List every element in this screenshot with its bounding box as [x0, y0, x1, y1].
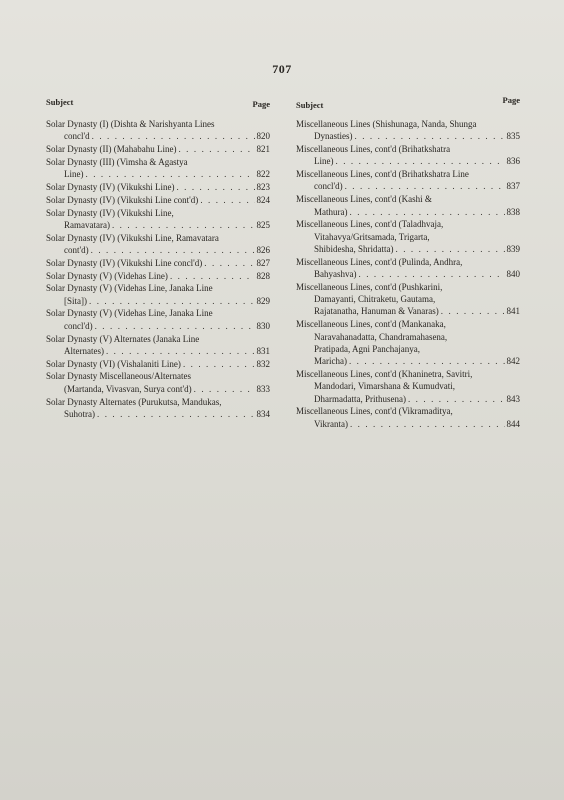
entry-title-line — [46, 370, 270, 382]
entry-text: Miscellaneous Lines, cont'd (Brihatkshatra — [296, 144, 451, 155]
entry-page-number: 840 — [506, 269, 520, 280]
entry-page-number: 838 — [506, 206, 520, 217]
leader-dots — [204, 257, 254, 269]
entry-text: Shibidesha, Shridatta) — [314, 243, 394, 254]
leader-dots — [336, 155, 505, 167]
leader-dots — [183, 358, 255, 370]
entry-text: concl'd) — [314, 181, 343, 192]
entry-text: Damayanti, Chitraketu, Gautama, — [314, 294, 436, 305]
entry-title-line — [296, 143, 520, 155]
entry-page-number: 821 — [256, 144, 270, 155]
entry-continuation-line — [296, 331, 520, 343]
entry-text: Vikranta) — [314, 418, 348, 429]
entry-text: Solar Dynasty (IV) (Vikukshi Line, — [46, 207, 174, 218]
entry-title-line — [46, 307, 270, 319]
leader-dots — [350, 206, 505, 218]
entry-continuation-line — [296, 343, 520, 355]
entry-text: Mathura) — [314, 206, 348, 217]
entry-text: Vitahavya/Gritsamada, Trigarta, — [314, 231, 430, 242]
entry-title-line — [46, 257, 270, 269]
entry-text: Miscellaneous Lines, cont'd (Khaninetra, Savitri, — [296, 368, 473, 379]
entry-text: Bahyashva) — [314, 269, 357, 280]
entry-page-number: 842 — [506, 356, 520, 367]
entry-title-line — [46, 156, 270, 168]
index-entry — [46, 270, 270, 282]
entry-continuation-line — [296, 418, 520, 430]
entry-text: Ramavatara) — [64, 219, 110, 230]
entry-text: Line) — [64, 169, 84, 180]
entry-continuation-line — [296, 355, 520, 367]
left-entry-list — [46, 118, 270, 420]
entry-continuation-line — [296, 206, 520, 218]
entry-text: Miscellaneous Lines, cont'd (Pushkarini, — [296, 281, 443, 292]
entry-text: Miscellaneous Lines, cont'd (Taladhvaja, — [296, 219, 444, 230]
entry-continuation-line — [296, 243, 520, 255]
entry-text: Dharmadatta, Prithusena) — [314, 393, 406, 404]
entry-text: Solar Dynasty (IV) (Vikukshi Line concl'd) — [46, 257, 203, 268]
entry-text: Solar Dynasty (II) (Mahabahu Line) — [46, 144, 177, 155]
entry-continuation-line — [296, 305, 520, 317]
subject-heading: Subject — [46, 97, 74, 107]
index-entry — [46, 181, 270, 193]
entry-page-number: 824 — [256, 194, 270, 205]
leader-dots — [359, 268, 505, 280]
entry-text: Solar Dynasty (III) (Vimsha & Agastya — [46, 156, 188, 167]
entry-continuation-line — [296, 268, 520, 280]
entry-title-line — [296, 318, 520, 330]
entry-text: Solar Dynasty (IV) (Vikukshi Line) — [46, 181, 175, 192]
leader-dots — [441, 305, 505, 317]
entry-title-line — [46, 282, 270, 294]
leader-dots — [92, 130, 255, 142]
entry-page-number: 839 — [506, 243, 520, 254]
index-entry — [46, 194, 270, 206]
entry-continuation-line — [46, 320, 270, 332]
entry-text: Mandodari, Vimarshana & Kumudvati, — [314, 381, 456, 392]
entry-continuation-line — [296, 130, 520, 142]
leader-dots — [112, 219, 255, 231]
entry-text: Solar Dynasty Alternates (Purukutsa, Mandukas, — [46, 396, 222, 407]
leader-dots — [86, 168, 255, 180]
leader-dots — [95, 320, 255, 332]
left-column-header — [46, 96, 270, 118]
entry-page-number: 827 — [256, 257, 270, 268]
entry-page-number: 828 — [256, 270, 270, 281]
index-entry — [296, 193, 520, 218]
entry-text: Miscellaneous Lines, cont'd (Pulinda, Andhra, — [296, 256, 463, 267]
entry-continuation-line — [296, 231, 520, 243]
entry-page-number: 833 — [256, 383, 270, 394]
entry-title-line — [296, 256, 520, 268]
index-entry — [46, 156, 270, 181]
entry-text: Dynasties) — [314, 131, 353, 142]
entry-text: Miscellaneous Lines, cont'd (Vikramaditya, — [296, 406, 453, 417]
entry-title-line — [296, 218, 520, 230]
entry-text: Line) — [314, 156, 334, 167]
index-entry — [296, 368, 520, 405]
entry-title-line — [46, 143, 270, 155]
entry-text: Alternates) — [64, 345, 104, 356]
entry-continuation-line — [46, 408, 270, 420]
entry-title-line — [296, 168, 520, 180]
index-entry — [46, 358, 270, 370]
entry-page-number: 832 — [256, 358, 270, 369]
entry-continuation-line — [46, 219, 270, 231]
right-column-header — [296, 96, 520, 118]
leader-dots — [176, 181, 254, 193]
entry-title-line — [296, 193, 520, 205]
entry-text: Solar Dynasty (VI) (Vishalaniti Line) — [46, 358, 181, 369]
entry-text: (Martanda, Vivasvan, Surya cont'd) — [64, 383, 192, 394]
entry-page-number: 843 — [506, 393, 520, 404]
entry-page-number: 820 — [256, 131, 270, 142]
entry-continuation-line — [46, 345, 270, 357]
entry-page-number: 822 — [256, 169, 270, 180]
entry-text: Solar Dynasty (IV) (Vikukshi Line, Ramavatara — [46, 232, 219, 243]
left-column — [46, 96, 270, 421]
leader-dots — [408, 393, 505, 405]
entry-page-number: 835 — [506, 131, 520, 142]
leader-dots — [106, 345, 255, 357]
entry-title-line — [46, 270, 270, 282]
entry-text: Pratipada, Agni Panchajanya, — [314, 343, 420, 354]
index-entry — [46, 207, 270, 232]
entry-continuation-line — [46, 295, 270, 307]
index-entry — [296, 318, 520, 367]
index-entry — [46, 370, 270, 395]
entry-title-line — [46, 181, 270, 193]
index-entry — [296, 405, 520, 430]
entry-text: Miscellaneous Lines, cont'd (Mankanaka, — [296, 319, 446, 330]
index-entry — [46, 282, 270, 307]
entry-text: Solar Dynasty (V) (Videhas Line) — [46, 270, 168, 281]
entry-continuation-line — [296, 393, 520, 405]
page-number: 707 — [272, 62, 292, 76]
entry-title-line — [46, 207, 270, 219]
index-entry — [296, 281, 520, 318]
entry-page-number: 834 — [256, 408, 270, 419]
entry-text: Miscellaneous Lines (Shishunaga, Nanda, Shunga — [296, 119, 477, 129]
index-entry — [46, 143, 270, 155]
entry-page-number: 825 — [256, 219, 270, 230]
entry-text: cont'd) — [64, 244, 89, 255]
entry-continuation-line — [296, 155, 520, 167]
entry-title-line — [296, 405, 520, 417]
entry-page-number: 829 — [256, 295, 270, 306]
index-entry — [46, 333, 270, 358]
entry-title-line — [46, 358, 270, 370]
entry-text: concl'd) — [64, 320, 93, 331]
leader-dots — [345, 180, 505, 192]
entry-title-line — [46, 396, 270, 408]
entry-text: Solar Dynasty (IV) (Vikukshi Line cont'd) — [46, 194, 199, 205]
entry-continuation-line — [46, 130, 270, 142]
entry-text: Maricha) — [314, 356, 347, 367]
entry-page-number: 826 — [256, 244, 270, 255]
leader-dots — [91, 244, 255, 256]
entry-page-number: 837 — [506, 181, 520, 192]
leader-dots — [349, 355, 505, 367]
entry-page-number: 836 — [506, 156, 520, 167]
entry-page-number: 831 — [256, 345, 270, 356]
entry-continuation-line — [296, 293, 520, 305]
entry-title-line — [296, 281, 520, 293]
entry-title-line — [46, 118, 270, 130]
index-entry — [46, 307, 270, 332]
entry-page-number: 841 — [506, 306, 520, 317]
right-entry-list — [296, 118, 520, 430]
entry-title-line — [46, 333, 270, 345]
leader-dots — [200, 194, 254, 206]
index-entry — [296, 256, 520, 281]
leader-dots — [89, 295, 255, 307]
entry-page-number: 844 — [506, 418, 520, 429]
leader-dots — [396, 243, 505, 255]
page-heading: Page — [252, 99, 270, 109]
entry-text: [Sita]) — [64, 295, 87, 306]
leader-dots — [170, 270, 255, 282]
entry-text: Solar Dynasty (V) (Videhas Line, Janaka Line — [46, 283, 213, 294]
entry-title-line — [46, 232, 270, 244]
index-entry — [296, 118, 520, 143]
leader-dots — [350, 418, 505, 430]
entry-text: Rajatanatha, Hanuman & Vanaras) — [314, 306, 439, 317]
entry-text: Miscellaneous Lines, cont'd (Brihatkshatra Line — [296, 169, 469, 180]
index-entry — [46, 232, 270, 257]
entry-continuation-line — [46, 383, 270, 395]
leader-dots — [355, 130, 505, 142]
right-column — [296, 96, 520, 430]
leader-dots — [97, 408, 255, 420]
entry-text: Miscellaneous Lines, cont'd (Kashi & — [296, 194, 432, 205]
entry-text: Solar Dynasty (I) (Dishta & Narishyanta Lines — [46, 119, 215, 129]
leader-dots — [194, 383, 255, 395]
entry-continuation-line — [46, 168, 270, 180]
entry-title-line — [296, 118, 520, 130]
entry-text: Solar Dynasty Miscellaneous/Alternates — [46, 371, 191, 382]
entry-continuation-line — [46, 244, 270, 256]
index-entry — [46, 396, 270, 421]
page-heading: Page — [502, 95, 520, 105]
entry-page-number: 830 — [256, 320, 270, 331]
entry-text: Naravahanadatta, Chandramahasena, — [314, 331, 448, 342]
index-entry — [46, 257, 270, 269]
entry-text: Solar Dynasty (V) Alternates (Janaka Line — [46, 333, 200, 344]
entry-text: concl'd — [64, 131, 90, 142]
index-entry — [296, 168, 520, 193]
index-entry — [296, 218, 520, 255]
entry-page-number: 823 — [256, 181, 270, 192]
index-entry — [46, 118, 270, 143]
entry-continuation-line — [296, 180, 520, 192]
index-entry — [296, 143, 520, 168]
leader-dots — [178, 143, 254, 155]
subject-heading: Subject — [296, 100, 324, 110]
entry-title-line — [46, 194, 270, 206]
entry-title-line — [296, 368, 520, 380]
entry-text: Solar Dynasty (V) (Videhas Line, Janaka Line — [46, 308, 213, 319]
entry-text: Suhotra) — [64, 408, 95, 419]
entry-continuation-line — [296, 380, 520, 392]
